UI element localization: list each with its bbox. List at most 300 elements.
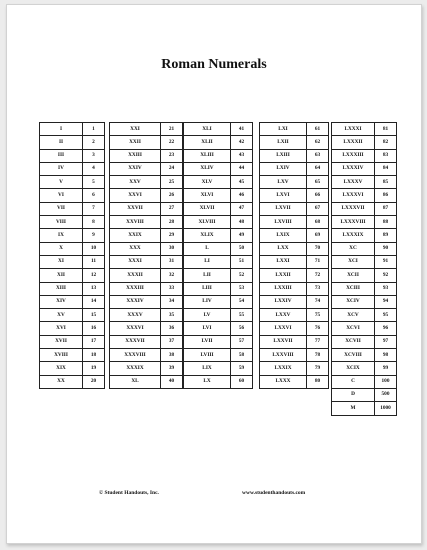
arabic-number-cell: 76 bbox=[307, 322, 329, 335]
table-row bbox=[184, 136, 253, 149]
arabic-number-cell: 34 bbox=[161, 295, 183, 308]
table-row bbox=[184, 189, 253, 202]
table-row bbox=[260, 189, 329, 202]
arabic-number-cell: 95 bbox=[375, 309, 397, 322]
arabic-number-cell: 21 bbox=[161, 123, 183, 136]
table-row bbox=[332, 375, 397, 388]
arabic-number-cell: 37 bbox=[161, 335, 183, 348]
roman-numeral-cell: LXXXIX bbox=[332, 229, 375, 242]
roman-numeral-cell: IV bbox=[40, 162, 83, 175]
arabic-number-cell: 54 bbox=[231, 295, 253, 308]
roman-numeral-cell: XCI bbox=[332, 255, 375, 268]
arabic-number-cell: 36 bbox=[161, 322, 183, 335]
table-row bbox=[110, 189, 183, 202]
roman-numeral-cell: LXII bbox=[260, 136, 307, 149]
table-row bbox=[110, 309, 183, 322]
arabic-number-cell: 19 bbox=[83, 362, 105, 375]
arabic-number-cell: 7 bbox=[83, 202, 105, 215]
table-row bbox=[110, 123, 183, 136]
roman-numeral-cell: LXVIII bbox=[260, 216, 307, 229]
table-row bbox=[184, 309, 253, 322]
table-row bbox=[260, 295, 329, 308]
roman-numeral-cell: LXXIV bbox=[260, 295, 307, 308]
roman-numeral-cell: LXXVII bbox=[260, 335, 307, 348]
arabic-number-cell: 48 bbox=[231, 216, 253, 229]
arabic-number-cell: 59 bbox=[231, 362, 253, 375]
roman-numeral-cell: D bbox=[332, 388, 375, 401]
roman-numeral-cell: LXXXVII bbox=[332, 202, 375, 215]
roman-numeral-cell: LXXXII bbox=[332, 136, 375, 149]
numeral-table bbox=[259, 122, 329, 389]
roman-numeral-cell: LXVII bbox=[260, 202, 307, 215]
table-row bbox=[260, 136, 329, 149]
arabic-number-cell: 45 bbox=[231, 176, 253, 189]
table-row bbox=[260, 149, 329, 162]
table-row bbox=[40, 322, 105, 335]
roman-numeral-cell: LXXIX bbox=[260, 362, 307, 375]
arabic-number-cell: 73 bbox=[307, 282, 329, 295]
roman-numeral-cell: LXXII bbox=[260, 269, 307, 282]
arabic-number-cell: 31 bbox=[161, 255, 183, 268]
arabic-number-cell: 22 bbox=[161, 136, 183, 149]
table-row bbox=[332, 242, 397, 255]
roman-numeral-cell: XVIII bbox=[40, 349, 83, 362]
roman-numeral-cell: XXXV bbox=[110, 309, 161, 322]
table-row bbox=[110, 349, 183, 362]
table-row bbox=[260, 123, 329, 136]
table-row bbox=[40, 176, 105, 189]
arabic-number-cell: 49 bbox=[231, 229, 253, 242]
table-row bbox=[40, 309, 105, 322]
table-row bbox=[332, 202, 397, 215]
roman-numeral-cell: VI bbox=[40, 189, 83, 202]
table-row bbox=[260, 162, 329, 175]
table-row bbox=[40, 229, 105, 242]
roman-numeral-cell: XIII bbox=[40, 282, 83, 295]
table-row bbox=[332, 402, 397, 415]
roman-numeral-cell: XXVI bbox=[110, 189, 161, 202]
arabic-number-cell: 16 bbox=[83, 322, 105, 335]
roman-numeral-cell: XXX bbox=[110, 242, 161, 255]
table-row bbox=[184, 295, 253, 308]
roman-numeral-cell: XCVIII bbox=[332, 349, 375, 362]
arabic-number-cell: 55 bbox=[231, 309, 253, 322]
arabic-number-cell: 85 bbox=[375, 176, 397, 189]
numeral-table-3 bbox=[183, 122, 253, 389]
arabic-number-cell: 58 bbox=[231, 349, 253, 362]
arabic-number-cell: 28 bbox=[161, 216, 183, 229]
arabic-number-cell: 97 bbox=[375, 335, 397, 348]
table-row bbox=[332, 282, 397, 295]
table-row bbox=[110, 136, 183, 149]
arabic-number-cell: 12 bbox=[83, 269, 105, 282]
roman-numeral-cell: XI bbox=[40, 255, 83, 268]
arabic-number-cell: 30 bbox=[161, 242, 183, 255]
table-row bbox=[260, 216, 329, 229]
numeral-table bbox=[109, 122, 183, 389]
table-row bbox=[40, 362, 105, 375]
table-row bbox=[332, 335, 397, 348]
table-row bbox=[110, 322, 183, 335]
table-row bbox=[184, 149, 253, 162]
arabic-number-cell: 57 bbox=[231, 335, 253, 348]
roman-numeral-cell: LXXXVIII bbox=[332, 216, 375, 229]
roman-numeral-cell: LII bbox=[184, 269, 231, 282]
table-row bbox=[260, 335, 329, 348]
roman-numeral-cell: XLIV bbox=[184, 162, 231, 175]
roman-numeral-cell: XLVIII bbox=[184, 216, 231, 229]
table-row bbox=[332, 309, 397, 322]
table-row bbox=[260, 269, 329, 282]
table-row bbox=[110, 162, 183, 175]
arabic-number-cell: 90 bbox=[375, 242, 397, 255]
roman-numeral-cell: X bbox=[40, 242, 83, 255]
arabic-number-cell: 500 bbox=[375, 388, 397, 401]
roman-numeral-cell: LXI bbox=[260, 123, 307, 136]
arabic-number-cell: 50 bbox=[231, 242, 253, 255]
table-row bbox=[332, 149, 397, 162]
arabic-number-cell: 3 bbox=[83, 149, 105, 162]
table-row bbox=[260, 242, 329, 255]
table-row bbox=[332, 269, 397, 282]
roman-numeral-cell: LXV bbox=[260, 176, 307, 189]
roman-numeral-cell: LV bbox=[184, 309, 231, 322]
roman-numeral-cell: XVII bbox=[40, 335, 83, 348]
table-row bbox=[110, 295, 183, 308]
arabic-number-cell: 47 bbox=[231, 202, 253, 215]
table-row bbox=[332, 322, 397, 335]
numeral-table-4 bbox=[259, 122, 329, 389]
arabic-number-cell: 89 bbox=[375, 229, 397, 242]
roman-numeral-cell: XIV bbox=[40, 295, 83, 308]
arabic-number-cell: 80 bbox=[307, 375, 329, 388]
table-row bbox=[40, 136, 105, 149]
arabic-number-cell: 53 bbox=[231, 282, 253, 295]
arabic-number-cell: 8 bbox=[83, 216, 105, 229]
table-row bbox=[40, 269, 105, 282]
roman-numeral-cell: XXXVII bbox=[110, 335, 161, 348]
table-row bbox=[184, 229, 253, 242]
roman-numeral-cell: LIII bbox=[184, 282, 231, 295]
roman-numeral-cell: L bbox=[184, 242, 231, 255]
table-row bbox=[260, 229, 329, 242]
table-row bbox=[332, 189, 397, 202]
arabic-number-cell: 27 bbox=[161, 202, 183, 215]
arabic-number-cell: 92 bbox=[375, 269, 397, 282]
arabic-number-cell: 96 bbox=[375, 322, 397, 335]
arabic-number-cell: 43 bbox=[231, 149, 253, 162]
roman-numeral-cell: LXXXVI bbox=[332, 189, 375, 202]
table-row bbox=[110, 269, 183, 282]
table-row bbox=[40, 202, 105, 215]
roman-numeral-cell: LXX bbox=[260, 242, 307, 255]
arabic-number-cell: 66 bbox=[307, 189, 329, 202]
table-row bbox=[184, 282, 253, 295]
table-row bbox=[260, 282, 329, 295]
table-row bbox=[332, 123, 397, 136]
arabic-number-cell: 41 bbox=[231, 123, 253, 136]
arabic-number-cell: 42 bbox=[231, 136, 253, 149]
arabic-number-cell: 56 bbox=[231, 322, 253, 335]
roman-numeral-cell: C bbox=[332, 375, 375, 388]
table-row bbox=[40, 282, 105, 295]
arabic-number-cell: 18 bbox=[83, 349, 105, 362]
roman-numeral-cell: XXIII bbox=[110, 149, 161, 162]
roman-numeral-cell: XLI bbox=[184, 123, 231, 136]
table-row bbox=[40, 162, 105, 175]
roman-numeral-cell: XLVII bbox=[184, 202, 231, 215]
arabic-number-cell: 1000 bbox=[375, 402, 397, 415]
table-row bbox=[184, 202, 253, 215]
arabic-number-cell: 72 bbox=[307, 269, 329, 282]
table-row bbox=[110, 335, 183, 348]
roman-numeral-cell: XXXVI bbox=[110, 322, 161, 335]
table-row bbox=[260, 309, 329, 322]
table-row bbox=[110, 216, 183, 229]
roman-numeral-cell: LVIII bbox=[184, 349, 231, 362]
table-row bbox=[332, 229, 397, 242]
arabic-number-cell: 79 bbox=[307, 362, 329, 375]
roman-numeral-cell: VIII bbox=[40, 216, 83, 229]
arabic-number-cell: 44 bbox=[231, 162, 253, 175]
table-row bbox=[40, 335, 105, 348]
arabic-number-cell: 52 bbox=[231, 269, 253, 282]
roman-numeral-cell: XXVII bbox=[110, 202, 161, 215]
table-row bbox=[40, 255, 105, 268]
arabic-number-cell: 84 bbox=[375, 162, 397, 175]
roman-numeral-cell: LXXVI bbox=[260, 322, 307, 335]
roman-numeral-cell: XXXI bbox=[110, 255, 161, 268]
table-row bbox=[40, 295, 105, 308]
table-row bbox=[332, 255, 397, 268]
table-row bbox=[332, 295, 397, 308]
arabic-number-cell: 15 bbox=[83, 309, 105, 322]
roman-numeral-cell: XVI bbox=[40, 322, 83, 335]
arabic-number-cell: 94 bbox=[375, 295, 397, 308]
roman-numeral-cell: III bbox=[40, 149, 83, 162]
arabic-number-cell: 26 bbox=[161, 189, 183, 202]
arabic-number-cell: 29 bbox=[161, 229, 183, 242]
table-row bbox=[184, 255, 253, 268]
table-row bbox=[110, 149, 183, 162]
numeral-table bbox=[331, 122, 397, 416]
arabic-number-cell: 13 bbox=[83, 282, 105, 295]
roman-numeral-cell: LXIII bbox=[260, 149, 307, 162]
arabic-number-cell: 17 bbox=[83, 335, 105, 348]
arabic-number-cell: 46 bbox=[231, 189, 253, 202]
worksheet-page bbox=[6, 4, 422, 544]
arabic-number-cell: 99 bbox=[375, 362, 397, 375]
table-row bbox=[110, 362, 183, 375]
table-row bbox=[184, 349, 253, 362]
table-row bbox=[40, 375, 105, 388]
table-row bbox=[184, 162, 253, 175]
roman-numeral-cell: XII bbox=[40, 269, 83, 282]
roman-numeral-cell: LXXVIII bbox=[260, 349, 307, 362]
arabic-number-cell: 87 bbox=[375, 202, 397, 215]
arabic-number-cell: 51 bbox=[231, 255, 253, 268]
roman-numeral-cell: XXI bbox=[110, 123, 161, 136]
arabic-number-cell: 64 bbox=[307, 162, 329, 175]
numeral-table-5 bbox=[331, 122, 397, 416]
roman-numeral-cell: XXXIV bbox=[110, 295, 161, 308]
arabic-number-cell: 81 bbox=[375, 123, 397, 136]
roman-numeral-cell: LIX bbox=[184, 362, 231, 375]
roman-numeral-cell: LXXIII bbox=[260, 282, 307, 295]
table-row bbox=[260, 176, 329, 189]
arabic-number-cell: 67 bbox=[307, 202, 329, 215]
arabic-number-cell: 39 bbox=[161, 362, 183, 375]
table-row bbox=[184, 375, 253, 388]
page-title: Roman Numerals bbox=[161, 57, 267, 72]
arabic-number-cell: 6 bbox=[83, 189, 105, 202]
table-row bbox=[40, 149, 105, 162]
roman-numeral-cell: XLV bbox=[184, 176, 231, 189]
footer-website: www.studenthandouts.com bbox=[242, 490, 306, 496]
roman-numeral-cell: LXXXIII bbox=[332, 149, 375, 162]
roman-numeral-cell: XCII bbox=[332, 269, 375, 282]
roman-numeral-cell: XV bbox=[40, 309, 83, 322]
roman-numeral-cell: XCIX bbox=[332, 362, 375, 375]
arabic-number-cell: 40 bbox=[161, 375, 183, 388]
arabic-number-cell: 82 bbox=[375, 136, 397, 149]
arabic-number-cell: 91 bbox=[375, 255, 397, 268]
arabic-number-cell: 33 bbox=[161, 282, 183, 295]
numeral-table bbox=[39, 122, 105, 389]
table-row bbox=[184, 123, 253, 136]
roman-numeral-cell: XCVII bbox=[332, 335, 375, 348]
table-row bbox=[110, 242, 183, 255]
table-row bbox=[184, 362, 253, 375]
table-row bbox=[40, 349, 105, 362]
roman-numeral-cell: LXIX bbox=[260, 229, 307, 242]
table-row bbox=[110, 375, 183, 388]
table-row bbox=[332, 362, 397, 375]
roman-numeral-cell: XCV bbox=[332, 309, 375, 322]
arabic-number-cell: 5 bbox=[83, 176, 105, 189]
roman-numeral-cell: LXVI bbox=[260, 189, 307, 202]
roman-numeral-cell: IX bbox=[40, 229, 83, 242]
arabic-number-cell: 38 bbox=[161, 349, 183, 362]
arabic-number-cell: 24 bbox=[161, 162, 183, 175]
table-row bbox=[184, 176, 253, 189]
table-row bbox=[110, 282, 183, 295]
numeral-table-2 bbox=[109, 122, 183, 389]
arabic-number-cell: 83 bbox=[375, 149, 397, 162]
table-row bbox=[332, 216, 397, 229]
table-row bbox=[40, 242, 105, 255]
roman-numeral-cell: XXVIII bbox=[110, 216, 161, 229]
table-row bbox=[184, 269, 253, 282]
table-row bbox=[40, 123, 105, 136]
arabic-number-cell: 14 bbox=[83, 295, 105, 308]
roman-numeral-cell: XCIV bbox=[332, 295, 375, 308]
roman-numeral-cell: XXIV bbox=[110, 162, 161, 175]
arabic-number-cell: 68 bbox=[307, 216, 329, 229]
table-row bbox=[260, 202, 329, 215]
roman-numeral-cell: XXXIII bbox=[110, 282, 161, 295]
table-row bbox=[260, 349, 329, 362]
table-row bbox=[332, 136, 397, 149]
roman-numeral-cell: I bbox=[40, 123, 83, 136]
table-row bbox=[260, 322, 329, 335]
roman-numeral-cell: XCIII bbox=[332, 282, 375, 295]
roman-numeral-cell: XXII bbox=[110, 136, 161, 149]
table-row bbox=[184, 216, 253, 229]
table-row bbox=[110, 202, 183, 215]
table-row bbox=[332, 388, 397, 401]
roman-numeral-cell: XCVI bbox=[332, 322, 375, 335]
roman-numeral-cell: LXXV bbox=[260, 309, 307, 322]
arabic-number-cell: 1 bbox=[83, 123, 105, 136]
arabic-number-cell: 98 bbox=[375, 349, 397, 362]
roman-numeral-cell: LI bbox=[184, 255, 231, 268]
roman-numeral-cell: LX bbox=[184, 375, 231, 388]
arabic-number-cell: 75 bbox=[307, 309, 329, 322]
roman-numeral-cell: LVII bbox=[184, 335, 231, 348]
arabic-number-cell: 78 bbox=[307, 349, 329, 362]
arabic-number-cell: 61 bbox=[307, 123, 329, 136]
arabic-number-cell: 86 bbox=[375, 189, 397, 202]
arabic-number-cell: 69 bbox=[307, 229, 329, 242]
arabic-number-cell: 88 bbox=[375, 216, 397, 229]
table-row bbox=[110, 229, 183, 242]
arabic-number-cell: 63 bbox=[307, 149, 329, 162]
roman-numeral-cell: LXIV bbox=[260, 162, 307, 175]
arabic-number-cell: 93 bbox=[375, 282, 397, 295]
roman-numeral-cell: XL bbox=[110, 375, 161, 388]
arabic-number-cell: 70 bbox=[307, 242, 329, 255]
roman-numeral-cell: LXXXI bbox=[332, 123, 375, 136]
roman-numeral-cell: XXXII bbox=[110, 269, 161, 282]
roman-numeral-cell: M bbox=[332, 402, 375, 415]
roman-numeral-cell: XIX bbox=[40, 362, 83, 375]
numeral-table-1 bbox=[39, 122, 105, 389]
table-row bbox=[260, 375, 329, 388]
roman-numeral-cell: LXXXV bbox=[332, 176, 375, 189]
roman-numeral-cell: XLIII bbox=[184, 149, 231, 162]
roman-numeral-cell: LXXXIV bbox=[332, 162, 375, 175]
roman-numeral-cell: XXV bbox=[110, 176, 161, 189]
table-row bbox=[332, 176, 397, 189]
arabic-number-cell: 32 bbox=[161, 269, 183, 282]
roman-numeral-cell: XXXVIII bbox=[110, 349, 161, 362]
arabic-number-cell: 77 bbox=[307, 335, 329, 348]
arabic-number-cell: 100 bbox=[375, 375, 397, 388]
roman-numeral-cell: LVI bbox=[184, 322, 231, 335]
table-row bbox=[260, 255, 329, 268]
roman-numeral-cell: XLVI bbox=[184, 189, 231, 202]
roman-numeral-cell: LXXX bbox=[260, 375, 307, 388]
roman-numeral-cell: XXIX bbox=[110, 229, 161, 242]
roman-numeral-cell: XLIX bbox=[184, 229, 231, 242]
roman-numeral-cell: LXXI bbox=[260, 255, 307, 268]
arabic-number-cell: 2 bbox=[83, 136, 105, 149]
table-row bbox=[184, 242, 253, 255]
roman-numeral-cell: LIV bbox=[184, 295, 231, 308]
arabic-number-cell: 10 bbox=[83, 242, 105, 255]
table-row bbox=[332, 162, 397, 175]
table-row bbox=[110, 255, 183, 268]
table-row bbox=[40, 216, 105, 229]
arabic-number-cell: 25 bbox=[161, 176, 183, 189]
table-row bbox=[332, 349, 397, 362]
arabic-number-cell: 60 bbox=[231, 375, 253, 388]
arabic-number-cell: 62 bbox=[307, 136, 329, 149]
arabic-number-cell: 65 bbox=[307, 176, 329, 189]
roman-numeral-cell: XXXIX bbox=[110, 362, 161, 375]
arabic-number-cell: 23 bbox=[161, 149, 183, 162]
